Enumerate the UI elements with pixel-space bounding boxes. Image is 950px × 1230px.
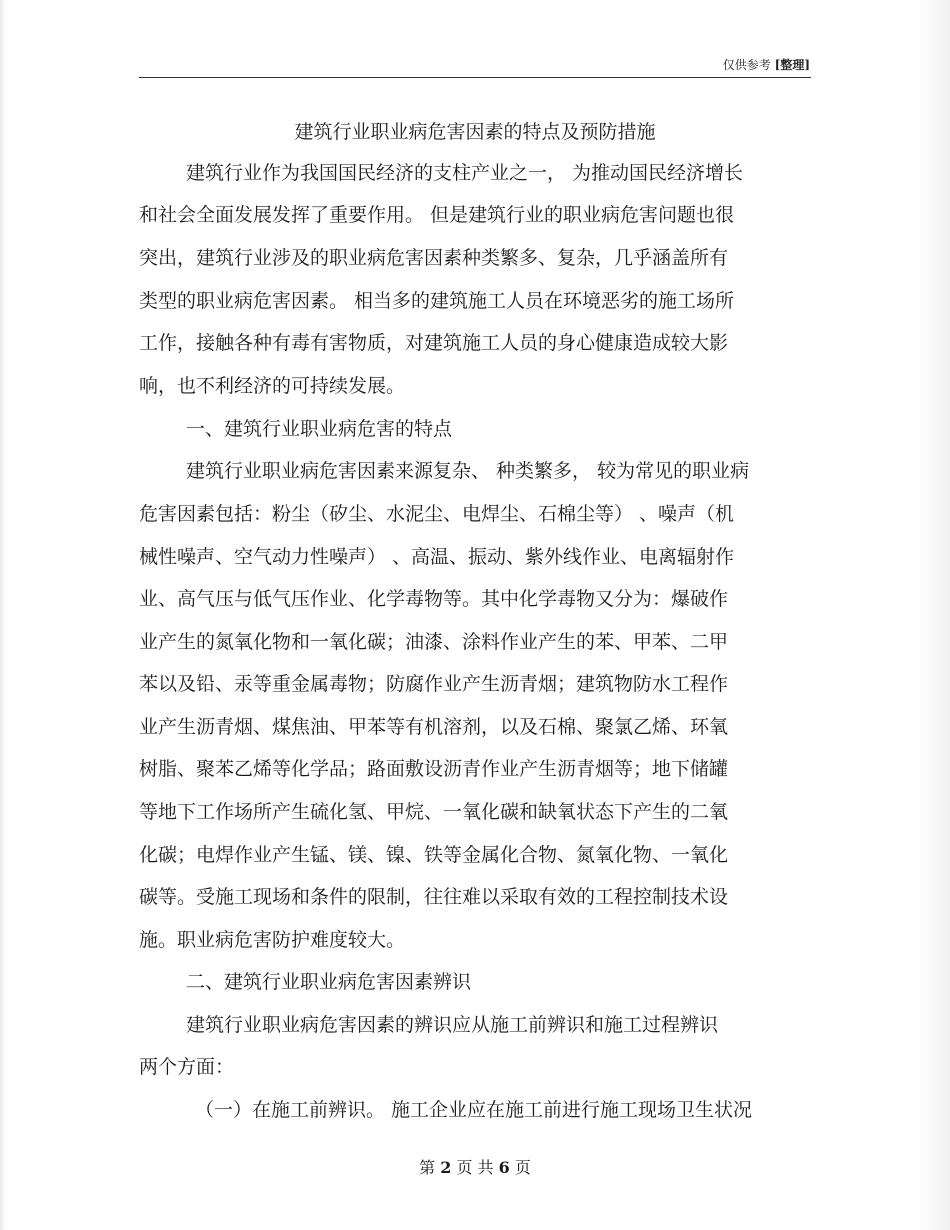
body-line: 和社会全面发展发挥了重要作用。 但是建筑行业的职业病危害问题也很 <box>139 204 735 226</box>
section-heading: 一、建筑行业职业病危害的特点 <box>186 418 453 440</box>
body-line: 业产生的氮氧化物和一氧化碳；油漆、涂料作业产生的苯、甲苯、二甲 <box>139 631 729 653</box>
body-line: 危害因素包括：粉尘（矽尘、水泥尘、电焊尘、石棉尘等） 、噪声（机 <box>139 503 735 525</box>
body-line: 化碳；电焊作业产生锰、镁、镍、铁等金属化合物、氮氧化物、一氧化 <box>139 844 729 866</box>
body-line: 响，也不利经济的可持续发展。 <box>139 375 406 397</box>
body-line: 业产生沥青烟、煤焦油、甲苯等有机溶剂，以及石棉、聚氯乙烯、环氧 <box>139 716 729 738</box>
footer-mid: 页 共 <box>456 1158 494 1177</box>
page-footer <box>0 1155 950 1178</box>
body-line: 树脂、聚苯乙烯等化学品；路面敷设沥青作业产生沥青烟等；地下储罐 <box>139 758 729 780</box>
current-page-number: 2 <box>440 1158 452 1177</box>
body-line: 苯以及铅、汞等重金属毒物；防腐作业产生沥青烟；建筑物防水工程作 <box>139 673 729 695</box>
footer-prefix: 第 <box>419 1158 436 1177</box>
section-heading: 二、建筑行业职业病危害因素辨识 <box>186 971 472 993</box>
total-pages-number: 6 <box>498 1158 510 1177</box>
header-rule <box>139 77 811 78</box>
page-shadow-right <box>916 0 950 1230</box>
subsection-line: （一）在施工前辨识。 施工企业应在施工前进行施工现场卫生状况 <box>195 1099 753 1121</box>
header-note-prefix: 仅供参考 <box>722 58 771 72</box>
body-line: 两个方面： <box>139 1056 235 1078</box>
body-line: 碳等。受施工现场和条件的限制，往往难以采取有效的工程控制技术设 <box>139 886 729 908</box>
body-line: 业、高气压与低气压作业、化学毒物等。其中化学毒物又分为：爆破作 <box>139 588 729 610</box>
body-line: 工作，接触各种有毒有害物质，对建筑施工人员的身心健康造成较大影 <box>139 332 729 354</box>
body-line: 等地下工作场所产生硫化氢、甲烷、一氧化碳和缺氧状态下产生的二氧 <box>139 801 729 823</box>
document-title: 建筑行业职业病危害因素的特点及预防措施 <box>294 121 656 143</box>
body-line: 建筑行业作为我国国民经济的支柱产业之一， 为推动国民经济增长 <box>186 162 744 184</box>
body-line: 施。职业病危害防护难度较大。 <box>139 929 406 951</box>
page-shadow-left <box>0 0 6 1230</box>
body-line: 建筑行业职业病危害因素来源复杂、 种类繁多， 较为常见的职业病 <box>186 460 750 482</box>
footer-suffix: 页 <box>514 1158 531 1177</box>
body-line: 突出，建筑行业涉及的职业病危害因素种类繁多、复杂，几乎涵盖所有 <box>139 247 729 269</box>
header-note-bracketed: [整理] <box>774 58 810 72</box>
body-line: 械性噪声、空气动力性噪声） 、高温、振动、紫外线作业、电离辐射作 <box>139 546 735 568</box>
body-line: 建筑行业职业病危害因素的辨识应从施工前辨识和施工过程辨识 <box>186 1014 719 1036</box>
body-line: 类型的职业病危害因素。 相当多的建筑施工人员在环境恶劣的施工场所 <box>139 290 735 312</box>
header-note <box>723 56 810 73</box>
